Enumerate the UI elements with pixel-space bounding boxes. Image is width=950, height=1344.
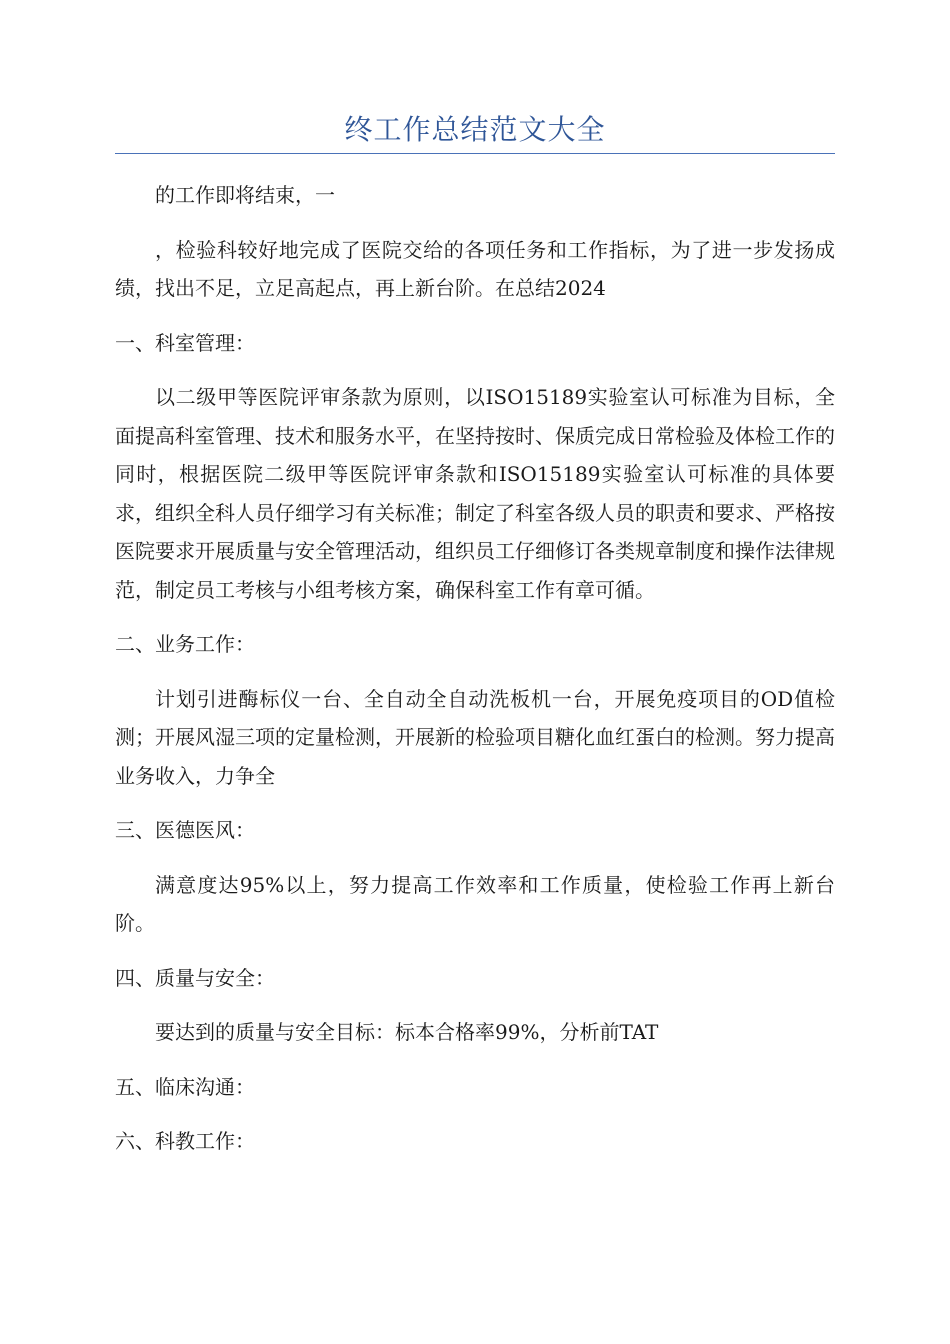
paragraph-business-work: 计划引进酶标仪一台、全自动全自动洗板机一台，开展免疫项目的OD值检测；开展风湿三项的定量检测，开展新的检验项目糖化血红蛋白的检测。努力提高业务收入，力争全 <box>115 686 835 788</box>
section-heading-teaching-research: 六、科教工作： <box>115 1129 255 1153</box>
section-heading-medical-ethics: 三、医德医风： <box>115 818 255 842</box>
document-title: 终工作总结范文大全 <box>344 113 606 146</box>
document-body <box>115 176 835 1177</box>
paragraph-quality-safety: 要达到的质量与安全目标：标本合格率99%，分析前TAT <box>155 1020 659 1044</box>
section-heading-business-work: 二、业务工作： <box>115 632 255 656</box>
title-underline <box>115 153 835 154</box>
section-heading-quality-safety: 四、质量与安全： <box>115 965 275 990</box>
paragraph-summary: ，检验科较好地完成了医院交给的各项任务和工作指标，为了进一步发扬成绩，找出不足，立足高起点，再上新台阶。在总结2024 <box>115 237 835 300</box>
section-heading-department-management: 一、科室管理： <box>115 330 255 355</box>
paragraph-department-management: 以二级甲等医院评审条款为原则，以ISO15189实验室认可标准为目标，全面提高科室管理、技术和服务水平，在坚持按时、保质完成日常检验及体检工作的同时，根据医院二级甲等医院评审条款和ISO15189实验室认可标准的具体要求，组织全科人员仔细学习有关标准；制定了科室各级人员的职责和要求、严格按医院要求开展质量与安全管理活动，组织员工仔细修订各类规章制度和操作法律规范，制定员工考核与小组考核方案，确保科室工作有章可循。 <box>115 385 835 602</box>
paragraph-medical-ethics: 满意度达95%以上，努力提高工作效率和工作质量，使检验工作再上新台阶。 <box>115 872 835 935</box>
section-heading-clinical-communication: 五、临床沟通： <box>115 1074 255 1099</box>
paragraph-intro: 的工作即将结束，一 <box>155 183 335 207</box>
